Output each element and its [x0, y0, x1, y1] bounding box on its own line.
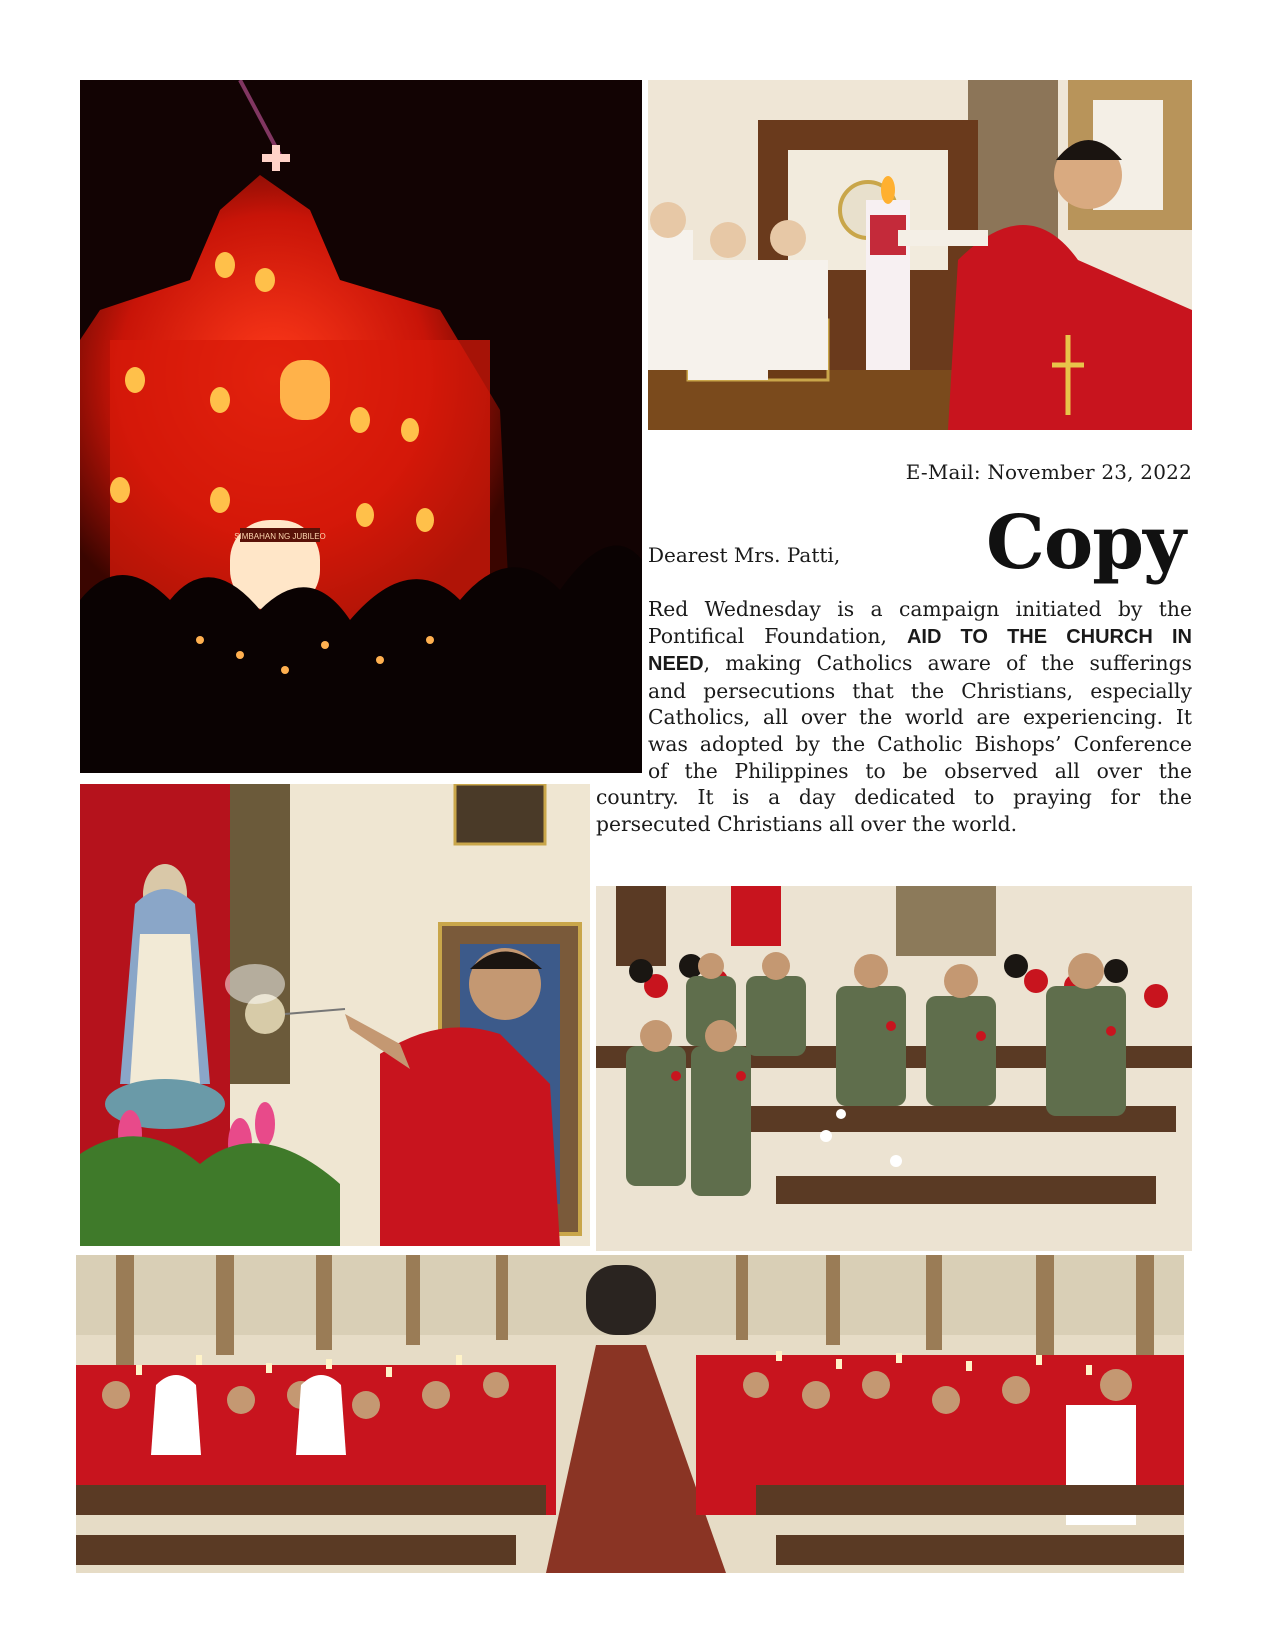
body-line: of the Philippines to be observed all over the — [648, 758, 1192, 783]
copy-stamp: Copy — [986, 500, 1185, 586]
body-line: persecuted Christians all over the world. — [596, 811, 1018, 836]
photo-altar-candle — [648, 80, 1192, 430]
salutation: Dearest Mrs. Patti, — [648, 543, 841, 567]
photo-soldiers — [596, 886, 1192, 1251]
body-line: Pontifical Foundation, AID TO THE CHURCH IN — [648, 623, 1192, 648]
letter-body — [596, 596, 1192, 846]
photo-congregation — [76, 1255, 1184, 1573]
body-line: Catholics, all over the world are experiencing. It — [648, 705, 1192, 730]
body-line: and persecutions that the Christians, especially — [648, 678, 1192, 703]
body-line: NEED, making Catholics aware of the sufferings — [648, 651, 1192, 676]
body-line: Red Wednesday is a campaign initiated by the — [648, 597, 1192, 621]
photo-incense-mary — [80, 784, 590, 1246]
date-line: E-Mail: November 23, 2022 — [905, 460, 1192, 484]
photo-church-night — [80, 80, 642, 773]
foundation-name-end: NEED — [648, 653, 704, 676]
body-line: was adopted by the Catholic Bishops’ Conference — [648, 731, 1192, 756]
jubileo-banner: SIMBAHAN NG JUBILEO — [234, 532, 326, 541]
foundation-name: AID TO THE CHURCH IN — [906, 625, 1192, 648]
body-line: country. It is a day dedicated to praying for the — [596, 785, 1192, 810]
